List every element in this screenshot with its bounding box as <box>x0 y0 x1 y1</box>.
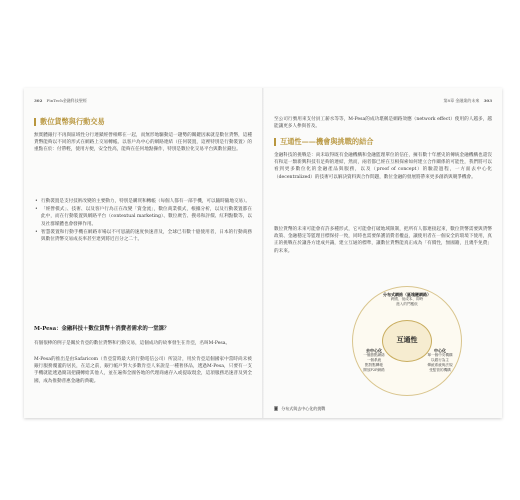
right-intro-paragraph <box>274 116 492 130</box>
left-bullet-list <box>34 198 252 244</box>
figure-caption-text: 分布式與去中心化的挑戰 <box>281 406 326 411</box>
node-line: 跨國、低成本、即時 <box>390 297 424 301</box>
right-paragraph-1 <box>274 152 492 181</box>
left-paragraph-2 <box>34 356 252 385</box>
right-page-number: 303 <box>483 98 492 103</box>
node-line: 進入的門檻低 <box>396 302 418 306</box>
node-line: 一個系統 <box>366 358 382 362</box>
node-line: 一個節點網絡 <box>363 353 385 357</box>
section-title-digital-currency: 數位貨幣與行動交易 <box>34 118 105 126</box>
left-running-head <box>34 97 87 104</box>
left-intro-paragraph <box>34 132 252 154</box>
node-title: 去中心化 <box>366 348 382 353</box>
right-running-head <box>444 97 492 104</box>
right-paragraph-1-text: 金融科技的挑戰是：尚未取得既有金融機構和金融監理單位的信任，擁有數十年歷史的傳統金融機構也還沒有和這一類新興科技有足夠的連結，然而，兩者都已經在互相探索如何建立合作關係的可能性，我們將可以看到更多數位化的金融產品與服務，以及（proof of concept）的驗證過程，一方面去中心化（decentralized）的技術可以解決資料與合作問題，數位金融的發展將帶來更多創新與競爭機會。 <box>274 153 492 180</box>
node-line: 開放P2P網路 <box>363 368 385 372</box>
subsection-title-mpesa: M-Pesa：金融科技＋數位貨幣＋消費者需求的一堂課？ <box>34 326 170 332</box>
right-intro-text: 至公司行號用來支付員工薪水等等，M-Pesa的成功堪稱是網路效應（network effect）使用的人越多，越能讓更多人參與普及。 <box>274 117 492 130</box>
left-paragraph-1 <box>34 340 252 347</box>
bullet-item: • 行動裝置是支付技術改變的主要動力，特別是購買和轉帳（每個人都有一部手機，可以隨時隨地交易）。 <box>34 198 252 205</box>
left-intro-text: 無實體銀行不再與區域性分行連鎖經營相綁在一起，而無形地驅動這一趨勢的關鍵因素就是數位貨幣，這種貨幣能夠以不同的形式在網路上交易轉帳。以客戶為中心的網路連結（任何裝置，這裡特別是行動裝置）的重點在於：付帶輕，使用方便，安全性高，能夠在任何地點操作，特別是數位化交易平台與數位錢包。 <box>34 133 252 153</box>
right-paragraph-2-text: 數位貨幣的未來可能會有許多種形式，它可能會打破地域限制，把所有人都連接起來，數位貨幣需要與貨幣政策、金融穩定等監理目標保持一致，同時也需要保護消費者權益，讓使用者在一個安全的環境下使用，真正的挑戰在於讓各方達成共識，建立互通的標準，讓數位貨幣能真正成為「有價性，無國籍，且幾乎免費」的未來。 <box>274 227 492 254</box>
bullet-item: • 「經營模式」、技術、以及客戶行為正在改變「資金流」，數位商業模式，根據分析，以及行動裝置都在此中，而在行動裝置與網路平台（contextual marketing）、數位廣告、搜尋和評價、紅利點數等，以及社群媒體也會發揮作用。 <box>34 206 252 228</box>
book-title: FinTech金融科技聖經 <box>46 98 87 103</box>
node-line: 單一個中央機構 <box>427 353 453 357</box>
figure-caption <box>274 405 325 412</box>
section-title-interoperability: 互通性——機會與挑戰的結合 <box>274 138 373 146</box>
book-spread <box>24 88 502 418</box>
diagram-center-label: 互通性 <box>396 335 418 344</box>
bullet-item: • 智慧裝置和行動手機在網路市場以不可思議的速度快速普及，全球已有數十億使用者，日本的行動商務與數位貨幣交易成長率甚至達到將近百分之二十。 <box>34 229 252 243</box>
diagram-node-decentralized <box>354 348 394 373</box>
node-line: 受監管的機構 <box>429 368 451 372</box>
node-title: 分布式網絡（區塊鏈網路） <box>383 292 431 297</box>
node-line: 傳統系統與法規 <box>427 363 453 367</box>
diagram-node-centralized <box>420 348 460 373</box>
interoperability-diagram <box>352 286 462 396</box>
right-paragraph-2 <box>274 226 492 255</box>
left-paragraph-2-text: M-Pesa的推出是由Safaricom（肯亞當時最大的行動電信公司）所設計，用於肯亞這個國家中當時尚未被銀行服務覆蓋的居民，在這之前，銀行帳戶對大多數肯亞人來說是一種奢侈品，透過M-Pesa，只要有一支手機就能透過簡訊把錢轉給其他人，並在遍佈全國各地的代理商處存入或提取現金，這項服務迅速普及到全國，成為推動普惠金融的典範。 <box>34 357 252 384</box>
chapter-label: 第8章 金融業的未來 <box>443 98 480 103</box>
left-page <box>24 88 262 418</box>
node-line: 點對點轉帳 <box>365 363 383 367</box>
node-title: 中心化 <box>434 348 446 353</box>
left-page-number: 302 <box>34 98 43 103</box>
figure-caption-label: 圖 <box>274 406 278 411</box>
node-line: 以銀行為主 <box>431 358 449 362</box>
right-page <box>264 88 502 418</box>
left-paragraph-1-text: 有個很棒的例子是關於肯亞的數位貨幣和行動交易，這個成功的故事發生在肯亞，名叫M-Pesa。 <box>34 341 231 346</box>
diagram-node-distributed <box>374 292 440 307</box>
